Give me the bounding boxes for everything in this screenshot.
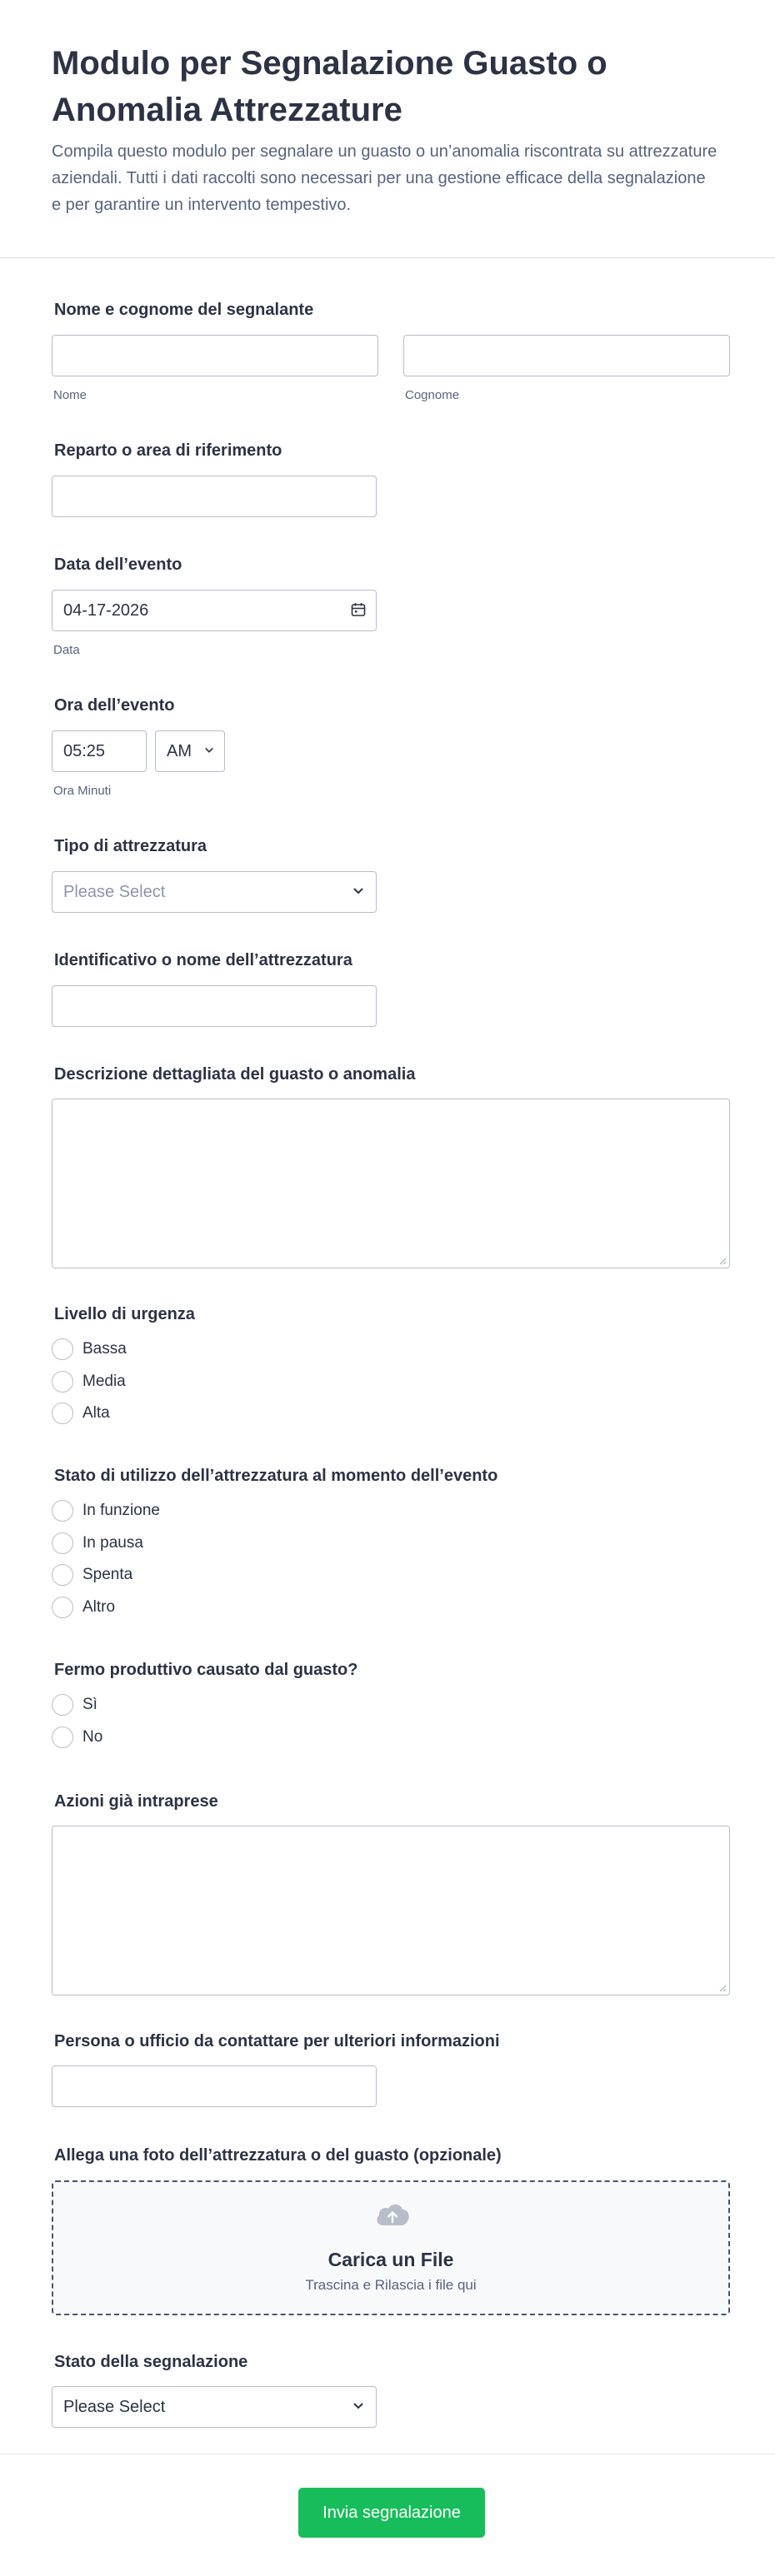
usage-state-option-label: In funzione — [82, 1502, 160, 1519]
urgency-option[interactable] — [52, 1338, 127, 1361]
downtime-option-label: Sì — [82, 1696, 98, 1713]
urgency-option-label: Bassa — [82, 1340, 127, 1358]
resize-grip-icon[interactable] — [718, 1984, 727, 1992]
department-input[interactable] — [52, 476, 377, 517]
usage-state-option-label: Altro — [82, 1598, 116, 1616]
usage-state-option[interactable] — [52, 1596, 115, 1619]
actions-label: Azioni già intraprese — [54, 1792, 218, 1811]
radio-button[interactable] — [52, 1532, 73, 1554]
date-label: Data dell’evento — [54, 556, 182, 574]
resize-grip-icon[interactable] — [718, 1257, 727, 1265]
chevron-down-icon — [204, 746, 214, 755]
calendar-icon[interactable] — [351, 602, 366, 617]
radio-button[interactable] — [52, 1403, 73, 1424]
equipment-type-select[interactable] — [52, 871, 377, 913]
downtime-option[interactable] — [52, 1693, 98, 1717]
department-field — [52, 439, 732, 522]
equipment-type-field — [52, 835, 732, 918]
ampm-select[interactable] — [155, 730, 225, 772]
date-input[interactable] — [52, 590, 377, 631]
contact-label: Persona o ufficio da contattare per ulteriori informazioni — [54, 2032, 500, 2050]
usage-state-option[interactable] — [52, 1532, 143, 1555]
actions-textarea[interactable] — [52, 1826, 730, 1996]
cloud-upload-icon — [373, 2200, 412, 2229]
file-upload-dropzone[interactable] — [52, 2180, 730, 2315]
first-name-input[interactable] — [52, 335, 378, 376]
downtime-option-label: No — [82, 1728, 103, 1746]
downtime-option[interactable] — [52, 1726, 102, 1749]
date-field — [52, 553, 732, 670]
radio-button[interactable] — [52, 1338, 73, 1360]
usage-state-option-label: Spenta — [82, 1566, 133, 1583]
description-field — [52, 1063, 732, 1271]
ampm-value: AM — [167, 742, 192, 760]
urgency-field — [52, 1303, 732, 1436]
form-footer — [0, 2454, 775, 2576]
radio-button[interactable] — [52, 1371, 73, 1393]
usage-state-field — [52, 1464, 732, 1631]
form-title: Modulo per Segnalazione Guasto o Anomalia Attrezzature — [52, 45, 608, 128]
time-label: Ora dell’evento — [54, 696, 175, 715]
form-header — [0, 0, 775, 258]
usage-state-option-label: In pausa — [82, 1534, 143, 1552]
usage-state-option[interactable] — [52, 1563, 132, 1587]
urgency-label: Livello di urgenza — [54, 1305, 195, 1323]
radio-button[interactable] — [52, 1726, 73, 1748]
equipment-type-label: Tipo di attrezzatura — [54, 837, 207, 855]
photo-label: Allega una foto dell’attrezzatura o del guasto (opzionale) — [54, 2146, 502, 2165]
submit-button[interactable]: Invia segnalazione — [298, 2488, 485, 2538]
report-status-field — [52, 2350, 732, 2434]
date-sublabel: Data — [53, 643, 80, 657]
description-textarea[interactable] — [52, 1099, 730, 1268]
radio-button[interactable] — [52, 1500, 73, 1522]
usage-state-option[interactable] — [52, 1499, 160, 1522]
upload-title: Carica un File — [328, 2249, 454, 2270]
report-status-label: Stato della segnalazione — [54, 2353, 248, 2371]
urgency-option-label: Media — [82, 1373, 126, 1390]
date-value: 04-17-2026 — [63, 601, 149, 620]
description-label: Descrizione dettagliata del guasto o anomalia — [54, 1065, 416, 1084]
form-description: Compila questo modulo per segnalare un guasto o un’anomalia riscontrata su attrezzature aziendali. Tutti i dati raccolti sono necessari per una gestione efficace della segnalazione e per garantire un intervento tempestivo. — [52, 142, 718, 214]
urgency-option-label: Alta — [82, 1404, 110, 1422]
time-input[interactable]: 05:25 — [52, 730, 147, 772]
equipment-id-field — [52, 949, 732, 1032]
chevron-down-icon — [352, 2402, 364, 2410]
report-status-value: Please Select — [63, 2398, 166, 2416]
urgency-option[interactable] — [52, 1370, 126, 1393]
name-field — [52, 298, 732, 415]
usage-state-label: Stato di utilizzo dell’attrezzatura al momento dell’evento — [54, 1467, 498, 1485]
department-label: Reparto o area di riferimento — [54, 441, 282, 460]
radio-button[interactable] — [52, 1694, 73, 1716]
urgency-option[interactable] — [52, 1402, 110, 1425]
actions-field — [52, 1790, 732, 1998]
last-name-sublabel: Cognome — [405, 388, 460, 402]
name-label: Nome e cognome del segnalante — [54, 301, 314, 319]
radio-button[interactable] — [52, 1597, 73, 1618]
radio-button[interactable] — [52, 1564, 73, 1586]
time-sublabel: Ora Minuti — [53, 784, 112, 798]
time-field — [52, 694, 732, 810]
upload-hint: Trascina e Rilascia i file qui — [305, 2277, 477, 2293]
photo-field — [52, 2144, 732, 2319]
first-name-sublabel: Nome — [53, 388, 88, 402]
equipment-id-input[interactable] — [52, 985, 377, 1027]
last-name-input[interactable] — [403, 335, 730, 376]
equipment-type-placeholder: Please Select — [63, 883, 166, 901]
contact-input[interactable] — [52, 2065, 377, 2107]
downtime-field — [52, 1658, 732, 1758]
chevron-down-icon — [352, 887, 364, 895]
contact-field — [52, 2030, 732, 2113]
downtime-label: Fermo produttivo causato dal guasto? — [54, 1661, 358, 1679]
equipment-id-label: Identificativo o nome dell’attrezzatura — [54, 951, 352, 969]
report-status-select[interactable] — [52, 2386, 377, 2428]
